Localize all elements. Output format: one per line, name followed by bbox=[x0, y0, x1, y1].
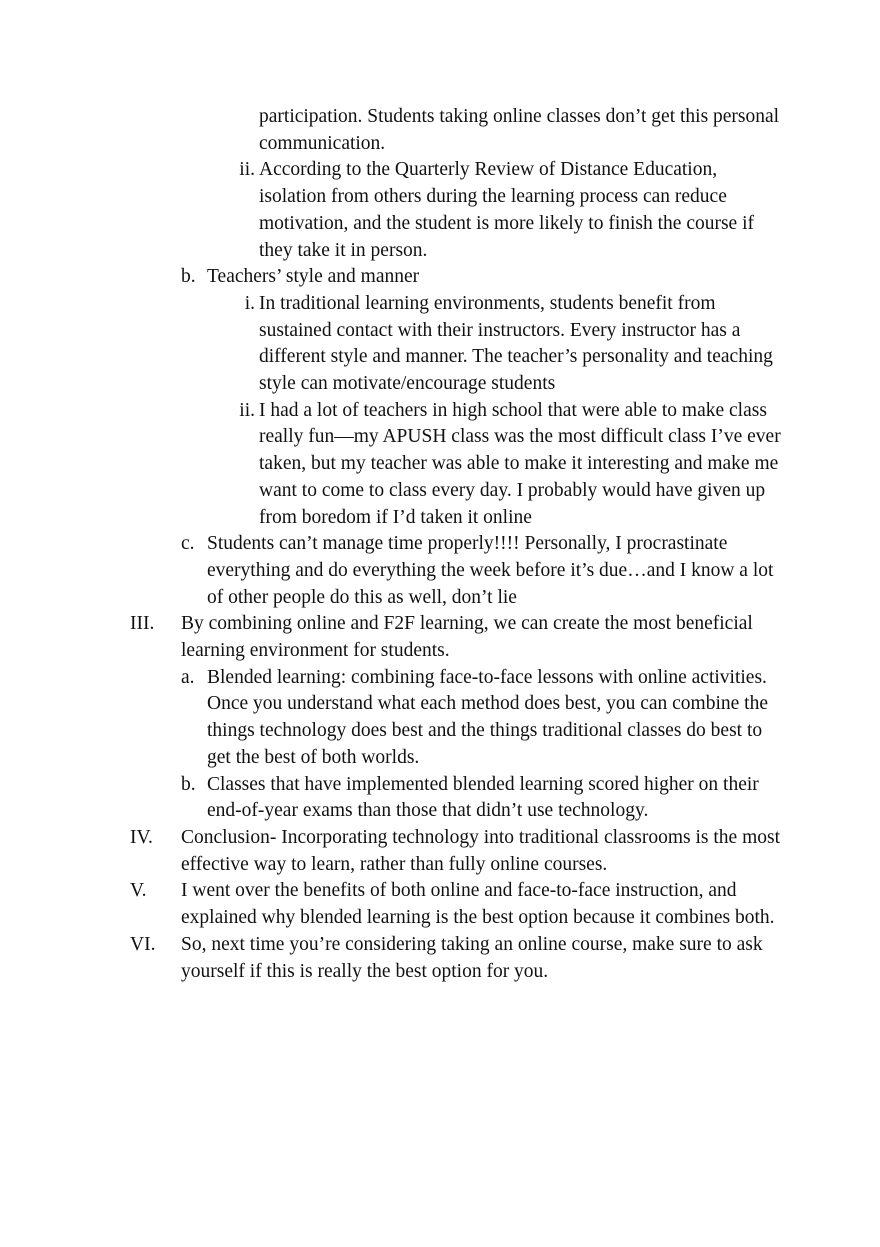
outline-item-marker: b. bbox=[181, 773, 196, 795]
outline-item-iv-conclusion bbox=[0, 825, 880, 878]
outline-item-marker: V. bbox=[130, 880, 147, 902]
outline-item-iii-combining bbox=[0, 611, 880, 664]
outline-item-text: Teachers’ style and manner bbox=[207, 266, 420, 288]
outline-item-text: In traditional learning environments, students benefit from sustained contact with their instructors. Every instructor has a different style and manner. The teacher’s personality and teaching style can motivate/encourage students bbox=[259, 292, 773, 395]
outline-item-v-summary bbox=[0, 878, 880, 931]
outline-item-text: I went over the benefits of both online and face-to-face instruction, and explained why blended learning is the best option because it combines both. bbox=[181, 880, 775, 929]
outline-item-ii-high-school-teachers bbox=[0, 398, 880, 532]
outline-item-marker: a. bbox=[181, 666, 195, 688]
outline-item-i-traditional-environments bbox=[0, 291, 880, 398]
outline-item-vi-closing bbox=[0, 932, 880, 985]
outline-item-ii-distance-education bbox=[0, 157, 880, 264]
outline-item-marker: ii. bbox=[239, 159, 255, 181]
outline-item-text: I had a lot of teachers in high school that were able to make class really fun—my APUSH class was the most difficult class I’ve ever taken, but my teacher was able to make it interesting and make me want to come to class every day. I probably would have given up from boredom if I’d taken it online bbox=[259, 399, 781, 528]
outline-item-continuation bbox=[0, 104, 880, 157]
outline-item-c-time-management bbox=[0, 531, 880, 611]
outline-item-text: Blended learning: combining face-to-face lessons with online activities. Once you understand what each method does best, you can combine the things technology does best and the things traditional classes do best to get the best of both worlds. bbox=[207, 666, 768, 768]
outline-item-text: Classes that have implemented blended learning scored higher on their end-of-year exams than those that didn’t use technology. bbox=[207, 773, 759, 822]
outline-item-text: According to the Quarterly Review of Distance Education, isolation from others during the learning process can reduce motivation, and the student is more likely to finish the course if they take it in person. bbox=[259, 159, 754, 261]
outline-item-a-blended-learning bbox=[0, 665, 880, 772]
outline-item-marker: ii. bbox=[239, 399, 255, 421]
outline-item-text: participation. Students taking online classes don’t get this personal communication. bbox=[259, 106, 780, 154]
outline-item-b-exam-scores bbox=[0, 772, 880, 825]
outline-item-marker: III. bbox=[130, 613, 155, 635]
outline-item-b-teachers-style bbox=[0, 264, 880, 291]
outline-item-marker: VI. bbox=[130, 933, 156, 955]
outline-item-marker: IV. bbox=[130, 826, 153, 848]
outline-item-text: By combining online and F2F learning, we can create the most beneficial learning environment for students. bbox=[181, 613, 753, 662]
outline-item-text: Students can’t manage time properly!!!! Personally, I procrastinate everything and do everything the week before it’s due…and I know a lot of other people do this as well, don’t lie bbox=[207, 533, 774, 608]
outline-item-text: Conclusion- Incorporating technology into traditional classrooms is the most effective way to learn, rather than fully online courses. bbox=[181, 826, 780, 875]
outline-item-marker: i. bbox=[244, 292, 255, 314]
outline-item-text: So, next time you’re considering taking an online course, make sure to ask yourself if this is really the best option for you. bbox=[181, 933, 763, 982]
outline-item-marker: c. bbox=[181, 533, 195, 555]
outline-item-marker: b. bbox=[181, 266, 196, 288]
outline-page bbox=[0, 104, 880, 985]
